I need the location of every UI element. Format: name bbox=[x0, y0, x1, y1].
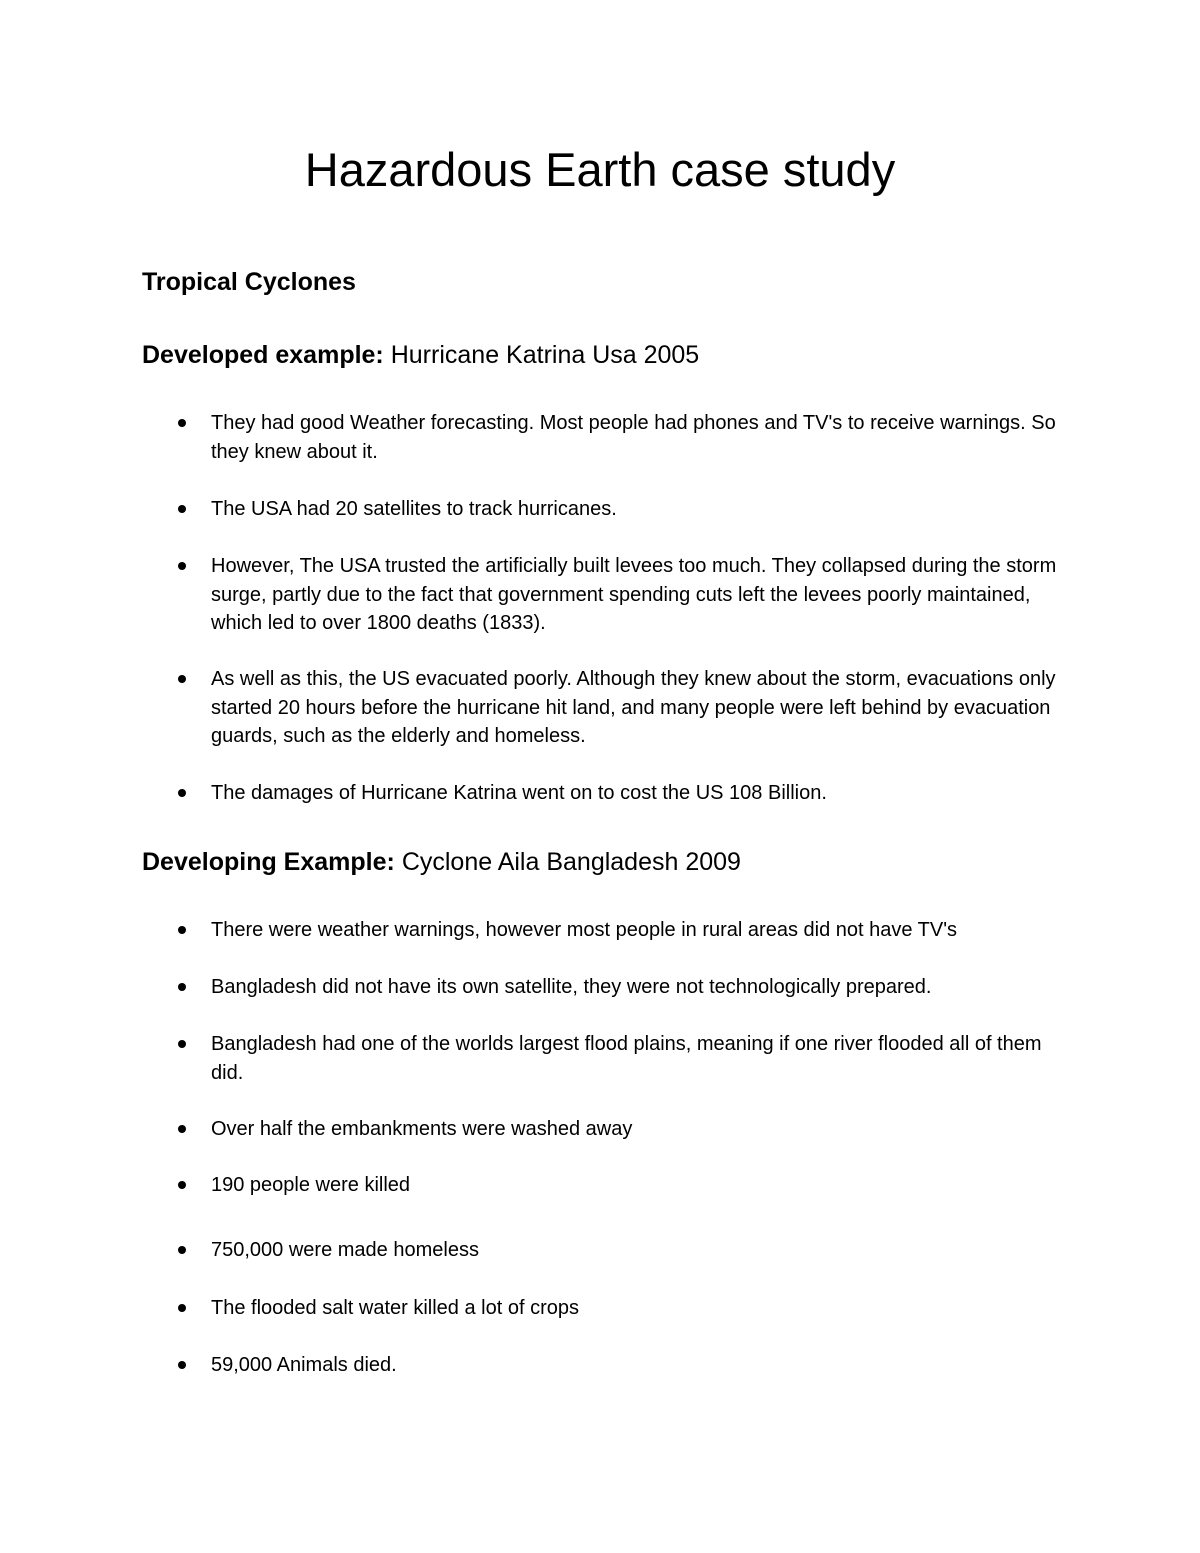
developed-example-heading bbox=[142, 337, 699, 373]
bullet-icon bbox=[178, 562, 186, 570]
list-item-text: However, The USA trusted the artificially built levees too much. They collapsed during the storm surge, partly due to the fact that government spending cuts left the levees poorly maintained, which led to over 1800 deaths (1833). bbox=[211, 555, 1057, 634]
list-item-text: Over half the embankments were washed away bbox=[211, 1118, 633, 1140]
bullet-icon bbox=[178, 419, 186, 427]
list-item bbox=[211, 665, 1061, 751]
list-item-text: Bangladesh had one of the worlds largest flood plains, meaning if one river flooded all of them did. bbox=[211, 1033, 1042, 1084]
bullet-icon bbox=[178, 926, 186, 934]
developed-example-value: Hurricane Katrina Usa 2005 bbox=[390, 341, 700, 369]
list-item bbox=[211, 1236, 1061, 1265]
bullet-icon bbox=[178, 1246, 186, 1254]
bullet-icon bbox=[178, 1125, 186, 1133]
bullet-icon bbox=[178, 983, 186, 991]
list-item bbox=[211, 552, 1061, 638]
list-item-text: 750,000 were made homeless bbox=[211, 1239, 479, 1261]
developing-example-value: Cyclone Aila Bangladesh 2009 bbox=[401, 848, 741, 876]
bullet-icon bbox=[178, 1361, 186, 1369]
list-item-text: Bangladesh did not have its own satellite, they were not technologically prepared. bbox=[211, 976, 932, 998]
bullet-icon bbox=[178, 1040, 186, 1048]
list-item-text: 190 people were killed bbox=[211, 1174, 411, 1196]
list-item bbox=[211, 973, 1061, 1002]
bullet-icon bbox=[178, 789, 186, 797]
list-item bbox=[211, 495, 1061, 524]
list-item bbox=[211, 1171, 1061, 1200]
list-item bbox=[211, 1030, 1061, 1087]
list-item bbox=[211, 1351, 1061, 1380]
bullet-icon bbox=[178, 1304, 186, 1312]
document-title: Hazardous Earth case study bbox=[304, 143, 896, 196]
bullet-icon bbox=[178, 675, 186, 683]
developing-example-label: Developing Example: bbox=[142, 848, 395, 876]
list-item-text: The damages of Hurricane Katrina went on to cost the US 108 Billion. bbox=[211, 782, 827, 804]
list-item-text: They had good Weather forecasting. Most people had phones and TV's to receive warnings. So they knew about it. bbox=[211, 412, 1056, 463]
developed-example-label: Developed example: bbox=[142, 341, 384, 369]
list-item bbox=[211, 1294, 1061, 1323]
list-item bbox=[211, 1115, 1061, 1144]
list-item-text: The USA had 20 satellites to track hurricanes. bbox=[211, 498, 617, 520]
section-heading: Tropical Cyclones bbox=[142, 268, 356, 296]
list-item bbox=[211, 779, 1061, 808]
list-item bbox=[211, 916, 1061, 945]
bullet-icon bbox=[178, 505, 186, 513]
developing-example-heading bbox=[142, 844, 741, 880]
list-item bbox=[211, 409, 1061, 466]
list-item-text: There were weather warnings, however most people in rural areas did not have TV's bbox=[211, 919, 958, 941]
bullet-icon bbox=[178, 1181, 186, 1189]
list-item-text: The flooded salt water killed a lot of crops bbox=[211, 1297, 579, 1319]
list-item-text: As well as this, the US evacuated poorly. Although they knew about the storm, evacuations only started 20 hours before the hurricane hit land, and many people were left behind by evacuation guards, such as the elderly and homeless. bbox=[211, 668, 1056, 747]
list-item-text: 59,000 Animals died. bbox=[211, 1354, 397, 1376]
